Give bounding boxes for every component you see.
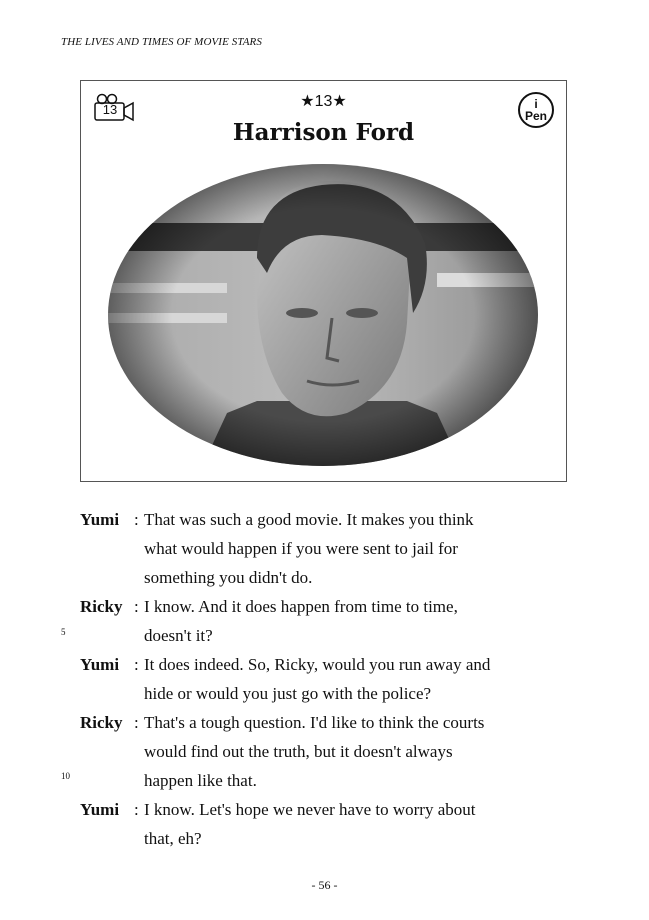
speaker-name: Yumi (80, 655, 120, 674)
dialogue-text: that, eh? (144, 829, 202, 848)
pen-badge-bottom: Pen (524, 109, 547, 123)
speaker-colon: : (134, 510, 139, 529)
dialogue-text: It does indeed. So, Ricky, would you run away and (144, 655, 491, 674)
speaker-colon: : (134, 597, 139, 616)
portrait-photo (107, 163, 539, 472)
running-head: THE LIVES AND TIMES OF MOVIE STARS (61, 36, 262, 48)
dialogue-text: what would happen if you were sent to jail for (144, 539, 458, 558)
dialogue-text: would find out the truth, but it doesn't always (144, 742, 453, 761)
dialogue-text: That was such a good movie. It makes you think (144, 510, 474, 529)
speaker-colon: : (134, 713, 139, 732)
line-number-5: 5 (61, 627, 66, 637)
speaker-name: Yumi (80, 800, 120, 819)
line-number-10: 10 (61, 771, 70, 781)
speaker-colon: : (134, 800, 139, 819)
dialogue-text: happen like that. (144, 771, 257, 790)
dialogue-text: hide or would you just go with the police? (144, 684, 432, 703)
chapter-number: 13 (102, 102, 118, 117)
page-number: - 56 - (311, 878, 338, 892)
pen-badge-top: i (534, 97, 538, 111)
dialogue-text: doesn't it? (144, 626, 213, 645)
speaker-name: Yumi (80, 510, 120, 529)
dialogue-text: something you didn't do. (144, 568, 313, 587)
speaker-name: Ricky (80, 597, 123, 616)
dialogue-text: I know. And it does happen from time to time, (144, 597, 458, 616)
speaker-colon: : (134, 655, 139, 674)
speaker-name: Ricky (80, 713, 123, 732)
dialogue-text: I know. Let's hope we never have to worry about (144, 800, 476, 819)
card-number: ★13★ (300, 93, 347, 110)
star-name: Harrison Ford (232, 119, 415, 146)
dialogue-text: That's a tough question. I'd like to think the courts (144, 713, 485, 732)
star-card (80, 80, 567, 482)
